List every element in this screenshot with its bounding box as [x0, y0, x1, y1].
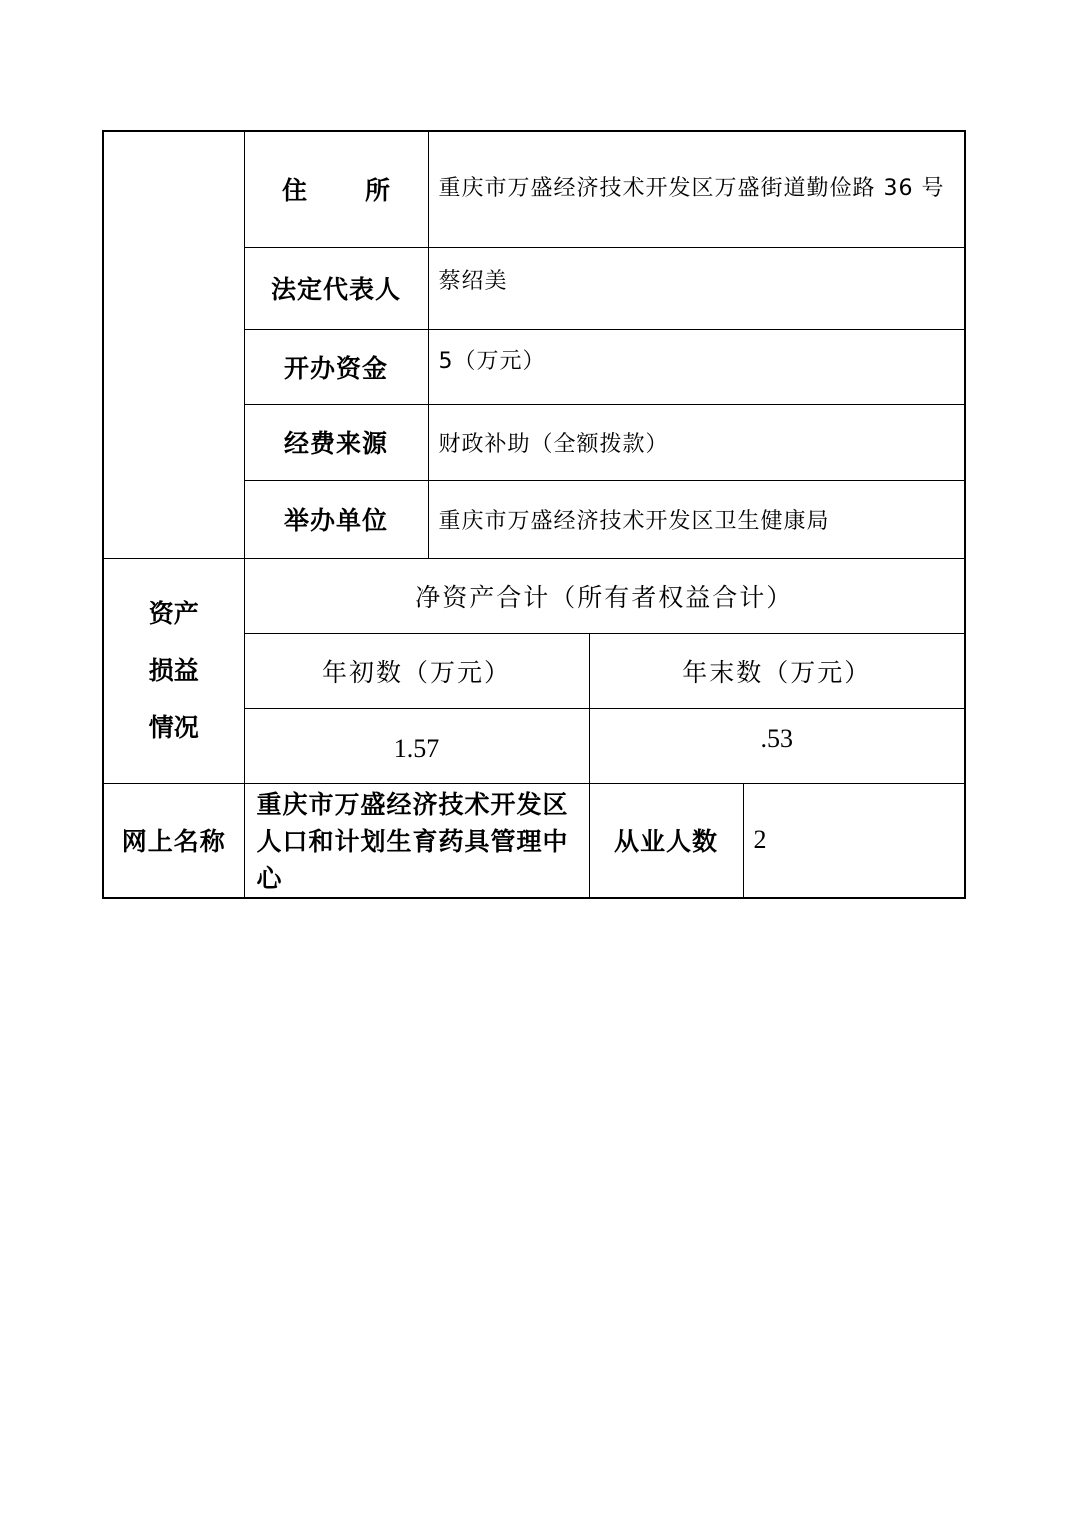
address-row [103, 131, 965, 247]
assets-side-label [103, 558, 244, 783]
assets-side-label-1: 资产 [148, 599, 199, 628]
address-label [244, 131, 428, 247]
address-label-char2: 所 [365, 176, 391, 206]
net-assets-header: 净资产合计（所有者权益合计） [244, 558, 965, 633]
sponsor-value: 重庆市万盛经济技术开发区卫生健康局 [428, 480, 965, 558]
funding-value: 财政补助（全额拨款） [428, 404, 965, 480]
end-year-label: 年末数（万元） [589, 633, 965, 708]
end-year-value: .53 [589, 708, 965, 783]
online-name-row [103, 783, 965, 898]
online-name-value: 重庆市万盛经济技术开发区人口和计划生育药具管理中心 [244, 783, 589, 898]
assets-header-row [103, 558, 965, 633]
begin-year-label: 年初数（万元） [244, 633, 589, 708]
online-name-label: 网上名称 [103, 783, 244, 898]
staff-count-value: 2 [743, 783, 965, 898]
funding-label: 经费来源 [244, 404, 428, 480]
capital-value: 5（万元） [428, 329, 965, 404]
sponsor-label: 举办单位 [244, 480, 428, 558]
assets-side-label-2: 损益 [148, 656, 199, 685]
address-label-char1: 住 [281, 176, 307, 206]
capital-label: 开办资金 [244, 329, 428, 404]
legal-rep-label: 法定代表人 [244, 247, 428, 329]
blank-side-cell [103, 131, 244, 558]
legal-rep-value: 蔡绍美 [428, 247, 965, 329]
begin-year-value: 1.57 [244, 708, 589, 783]
staff-count-label: 从业人数 [589, 783, 743, 898]
assets-side-label-3: 情况 [148, 713, 199, 742]
registration-table [102, 130, 966, 899]
address-value: 重庆市万盛经济技术开发区万盛街道勤俭路 36 号 [428, 131, 965, 247]
